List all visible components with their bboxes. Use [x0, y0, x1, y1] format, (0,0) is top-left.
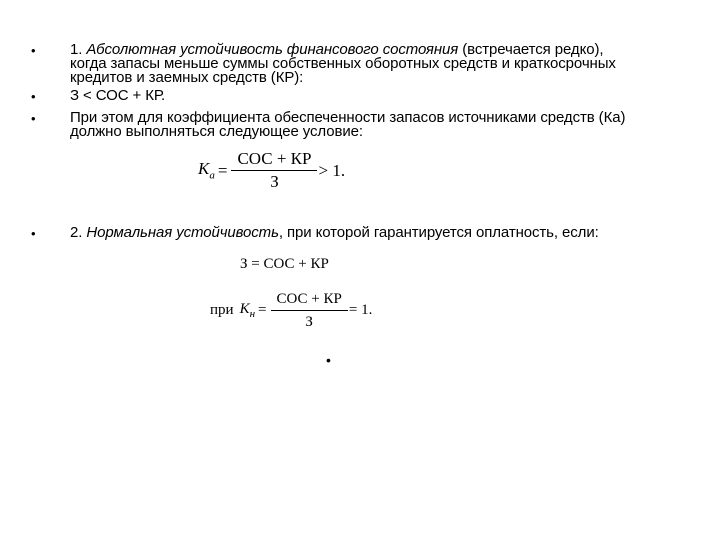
formula-rhs: = 1. [348, 302, 373, 318]
formula-denominator: З [271, 310, 348, 331]
item-normal-stability [70, 226, 640, 240]
formula-denominator: З [231, 170, 317, 191]
bullet-4: • [31, 226, 36, 241]
item-coefficient-condition [70, 111, 640, 139]
formula-rhs: > 1. [318, 160, 346, 180]
item-term: Абсолютная устойчивость финансового состояния [86, 41, 459, 58]
formula-lhs: $K_н$ [239, 301, 256, 320]
formula-lhs: $K_а$ [198, 159, 215, 182]
item-number: 2. [70, 224, 87, 241]
formula-numerator: СОС + КР [237, 149, 312, 168]
formula-numerator: СОС + КР [276, 291, 342, 307]
formula-prefix: при [210, 302, 234, 318]
bullet-3: • [31, 111, 36, 126]
formula-equals: = [258, 302, 267, 318]
bullet-1: • [31, 43, 36, 58]
formula-ka [198, 150, 345, 191]
item-text: , при которой гарантируется оплатность, если: [278, 224, 599, 241]
item-text: (встречается редко), когда запасы меньше суммы собственных оборотных средств и краткосрочных кредитов и заемных средств (КР): [70, 41, 616, 86]
formula-kn [210, 290, 372, 331]
formula-equality [240, 256, 329, 273]
formula-fraction [274, 290, 345, 331]
formula-equals: = [217, 160, 228, 180]
item-term: Нормальная устойчивость [86, 224, 279, 241]
item-inequality [70, 89, 640, 103]
formula-fraction [234, 150, 314, 191]
bullet-2: • [31, 89, 36, 104]
item-text: При этом для коэффициента обеспеченности запасов источниками средств (Ка) должно выполняться следующее условие: [70, 109, 626, 140]
item-absolute-stability [70, 43, 640, 85]
item-text: З < СОС + КР. [70, 87, 166, 104]
formula-text: З = СОС + КР [240, 256, 329, 272]
stray-bullet: • [326, 352, 331, 368]
item-number: 1. [70, 41, 87, 58]
